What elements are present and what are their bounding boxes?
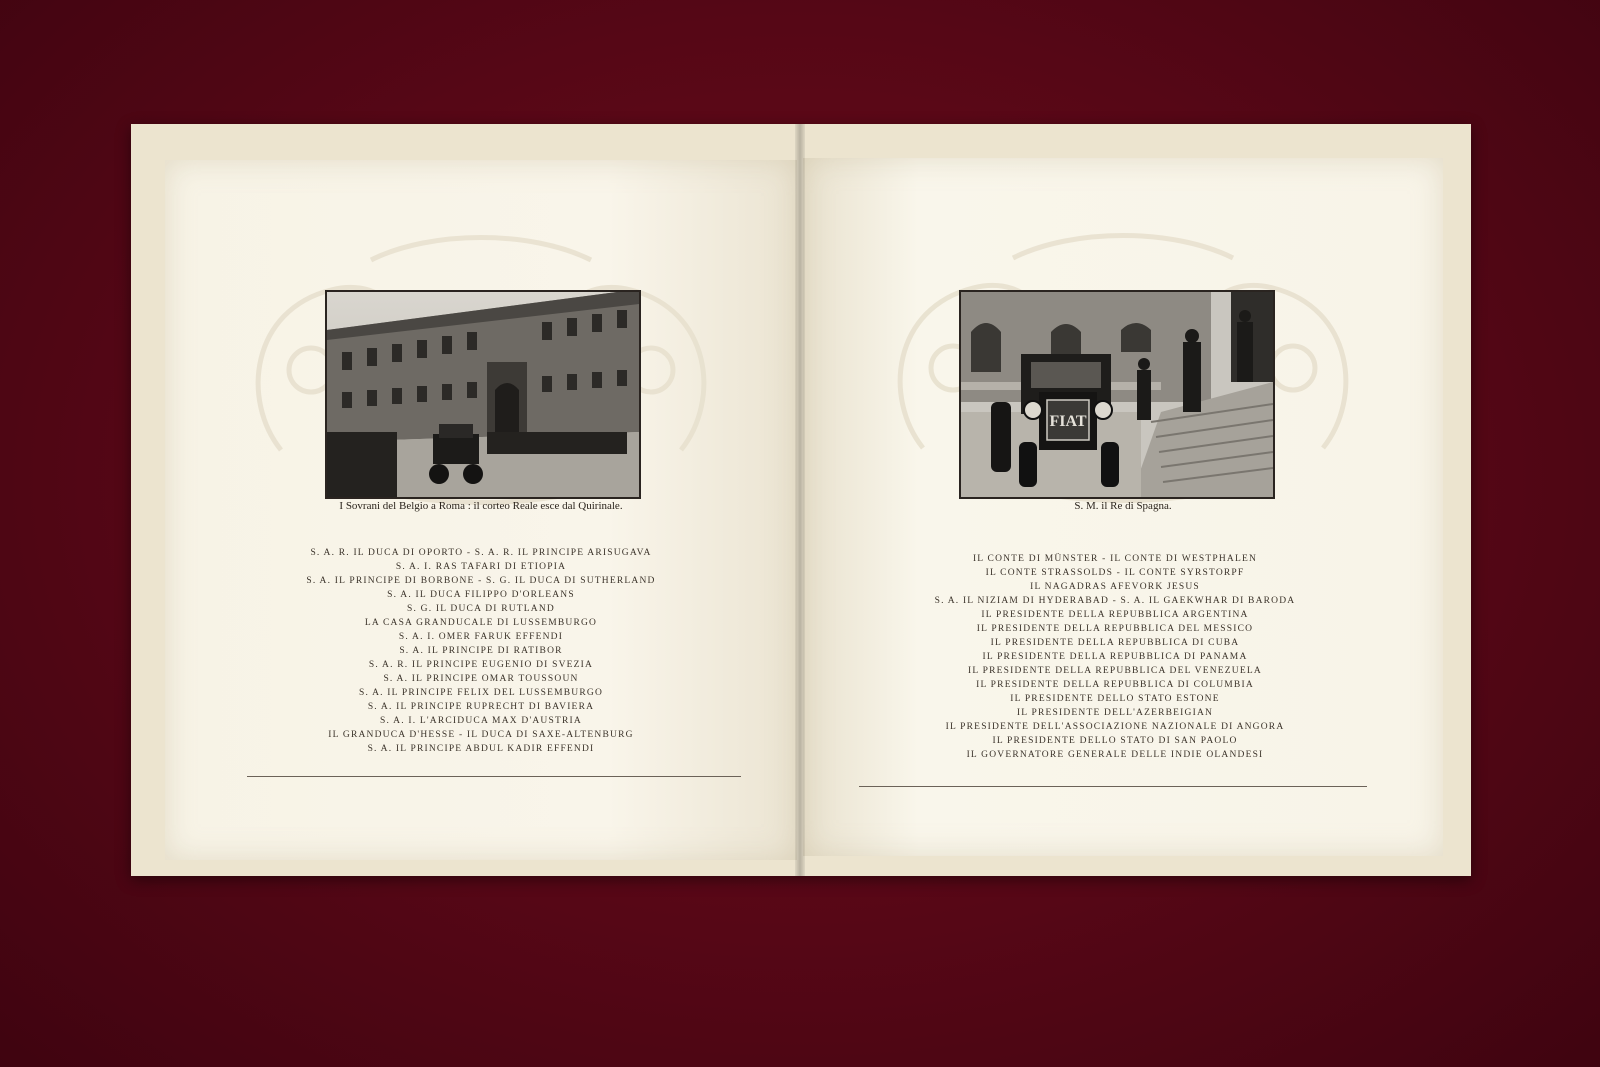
photo-quirinale-procession	[325, 290, 641, 499]
photo-image	[961, 292, 1273, 497]
divider-line-left	[247, 776, 741, 777]
list-item: S. A. I. OMER FARUK EFFENDI	[398, 632, 564, 642]
guest-list-left	[165, 546, 797, 756]
list-item: IL PRESIDENTE DELLA REPUBBLICA DEL MESSICO	[976, 624, 1254, 634]
list-item: IL NAGADRAS AFEVORK JESUS	[1030, 582, 1200, 592]
list-item: S. A. IL PRINCIPE DI BORBONE - S. G. IL DUCA DI SUTHERLAND	[306, 576, 656, 586]
left-page	[165, 160, 797, 860]
list-item: S. A. IL PRINCIPE RUPRECHT DI BAVIERA	[367, 702, 595, 712]
photo-king-of-spain	[959, 290, 1275, 499]
list-item: IL GRANDUCA D'HESSE - IL DUCA DI SAXE-ALTENBURG	[328, 730, 634, 740]
list-item: S. A. IL PRINCIPE DI RATIBOR	[399, 646, 563, 656]
list-item: IL PRESIDENTE DELLA REPUBBLICA DI PANAMA	[982, 652, 1248, 662]
list-item: IL PRESIDENTE DELLA REPUBBLICA ARGENTINA	[981, 610, 1249, 620]
divider-line-right	[859, 786, 1367, 787]
car-badge: FIAT	[1049, 413, 1087, 430]
list-item: IL PRESIDENTE DELLA REPUBBLICA DEL VENEZUELA	[968, 666, 1262, 676]
list-item: IL PRESIDENTE DELLA REPUBBLICA DI CUBA	[990, 638, 1240, 648]
list-item: S. A. IL NIZIAM DI HYDERABAD - S. A. IL GAEKWHAR DI BARODA	[934, 596, 1296, 606]
list-item: S. A. IL PRINCIPE OMAR TOUSSOUN	[383, 674, 579, 684]
list-item: S. A. I. L'ARCIDUCA MAX D'AUSTRIA	[380, 716, 582, 726]
list-item: IL PRESIDENTE DELL'AZERBEIGIAN	[1016, 708, 1214, 718]
photo-image	[327, 292, 639, 497]
list-item: S. A. IL PRINCIPE FELIX DEL LUSSEMBURGO	[358, 688, 604, 698]
list-item: IL CONTE STRASSOLDS - IL CONTE SYRSTORPF	[985, 568, 1245, 578]
list-item: LA CASA GRANDUCALE DI LUSSEMBURGO	[364, 618, 598, 628]
list-item: IL PRESIDENTE DELLO STATO DI SAN PAOLO	[992, 736, 1238, 746]
right-page	[803, 158, 1443, 856]
list-item: S. A. R. IL PRINCIPE EUGENIO DI SVEZIA	[368, 660, 594, 670]
list-item: IL CONTE DI MÜNSTER - IL CONTE DI WESTPHALEN	[972, 554, 1258, 564]
book-spine	[795, 124, 805, 876]
list-item: IL PRESIDENTE DELLA REPUBBLICA DI COLUMBIA	[976, 680, 1254, 690]
list-item: S. A. IL DUCA FILIPPO D'ORLEANS	[387, 590, 575, 600]
guest-list-right	[795, 552, 1435, 762]
list-item: IL PRESIDENTE DELL'ASSOCIAZIONE NAZIONALE DI ANGORA	[945, 722, 1285, 732]
list-item: S. A. R. IL DUCA DI OPORTO - S. A. R. IL PRINCIPE ARISUGAVA	[310, 548, 652, 558]
photo-caption-left: I Sovrani del Belgio a Roma : il corteo Reale esce dal Quirinale.	[339, 500, 623, 512]
list-item: S. A. IL PRINCIPE ABDUL KADIR EFFENDI	[367, 744, 595, 754]
list-item: S. A. I. RAS TAFARI DI ETIOPIA	[395, 562, 567, 572]
list-item: IL GOVERNATORE GENERALE DELLE INDIE OLANDESI	[966, 750, 1264, 760]
photo-caption-right: S. M. il Re di Spagna.	[1074, 500, 1172, 512]
list-item: S. G. IL DUCA DI RUTLAND	[407, 604, 555, 614]
list-item: IL PRESIDENTE DELLO STATO ESTONE	[1010, 694, 1220, 704]
